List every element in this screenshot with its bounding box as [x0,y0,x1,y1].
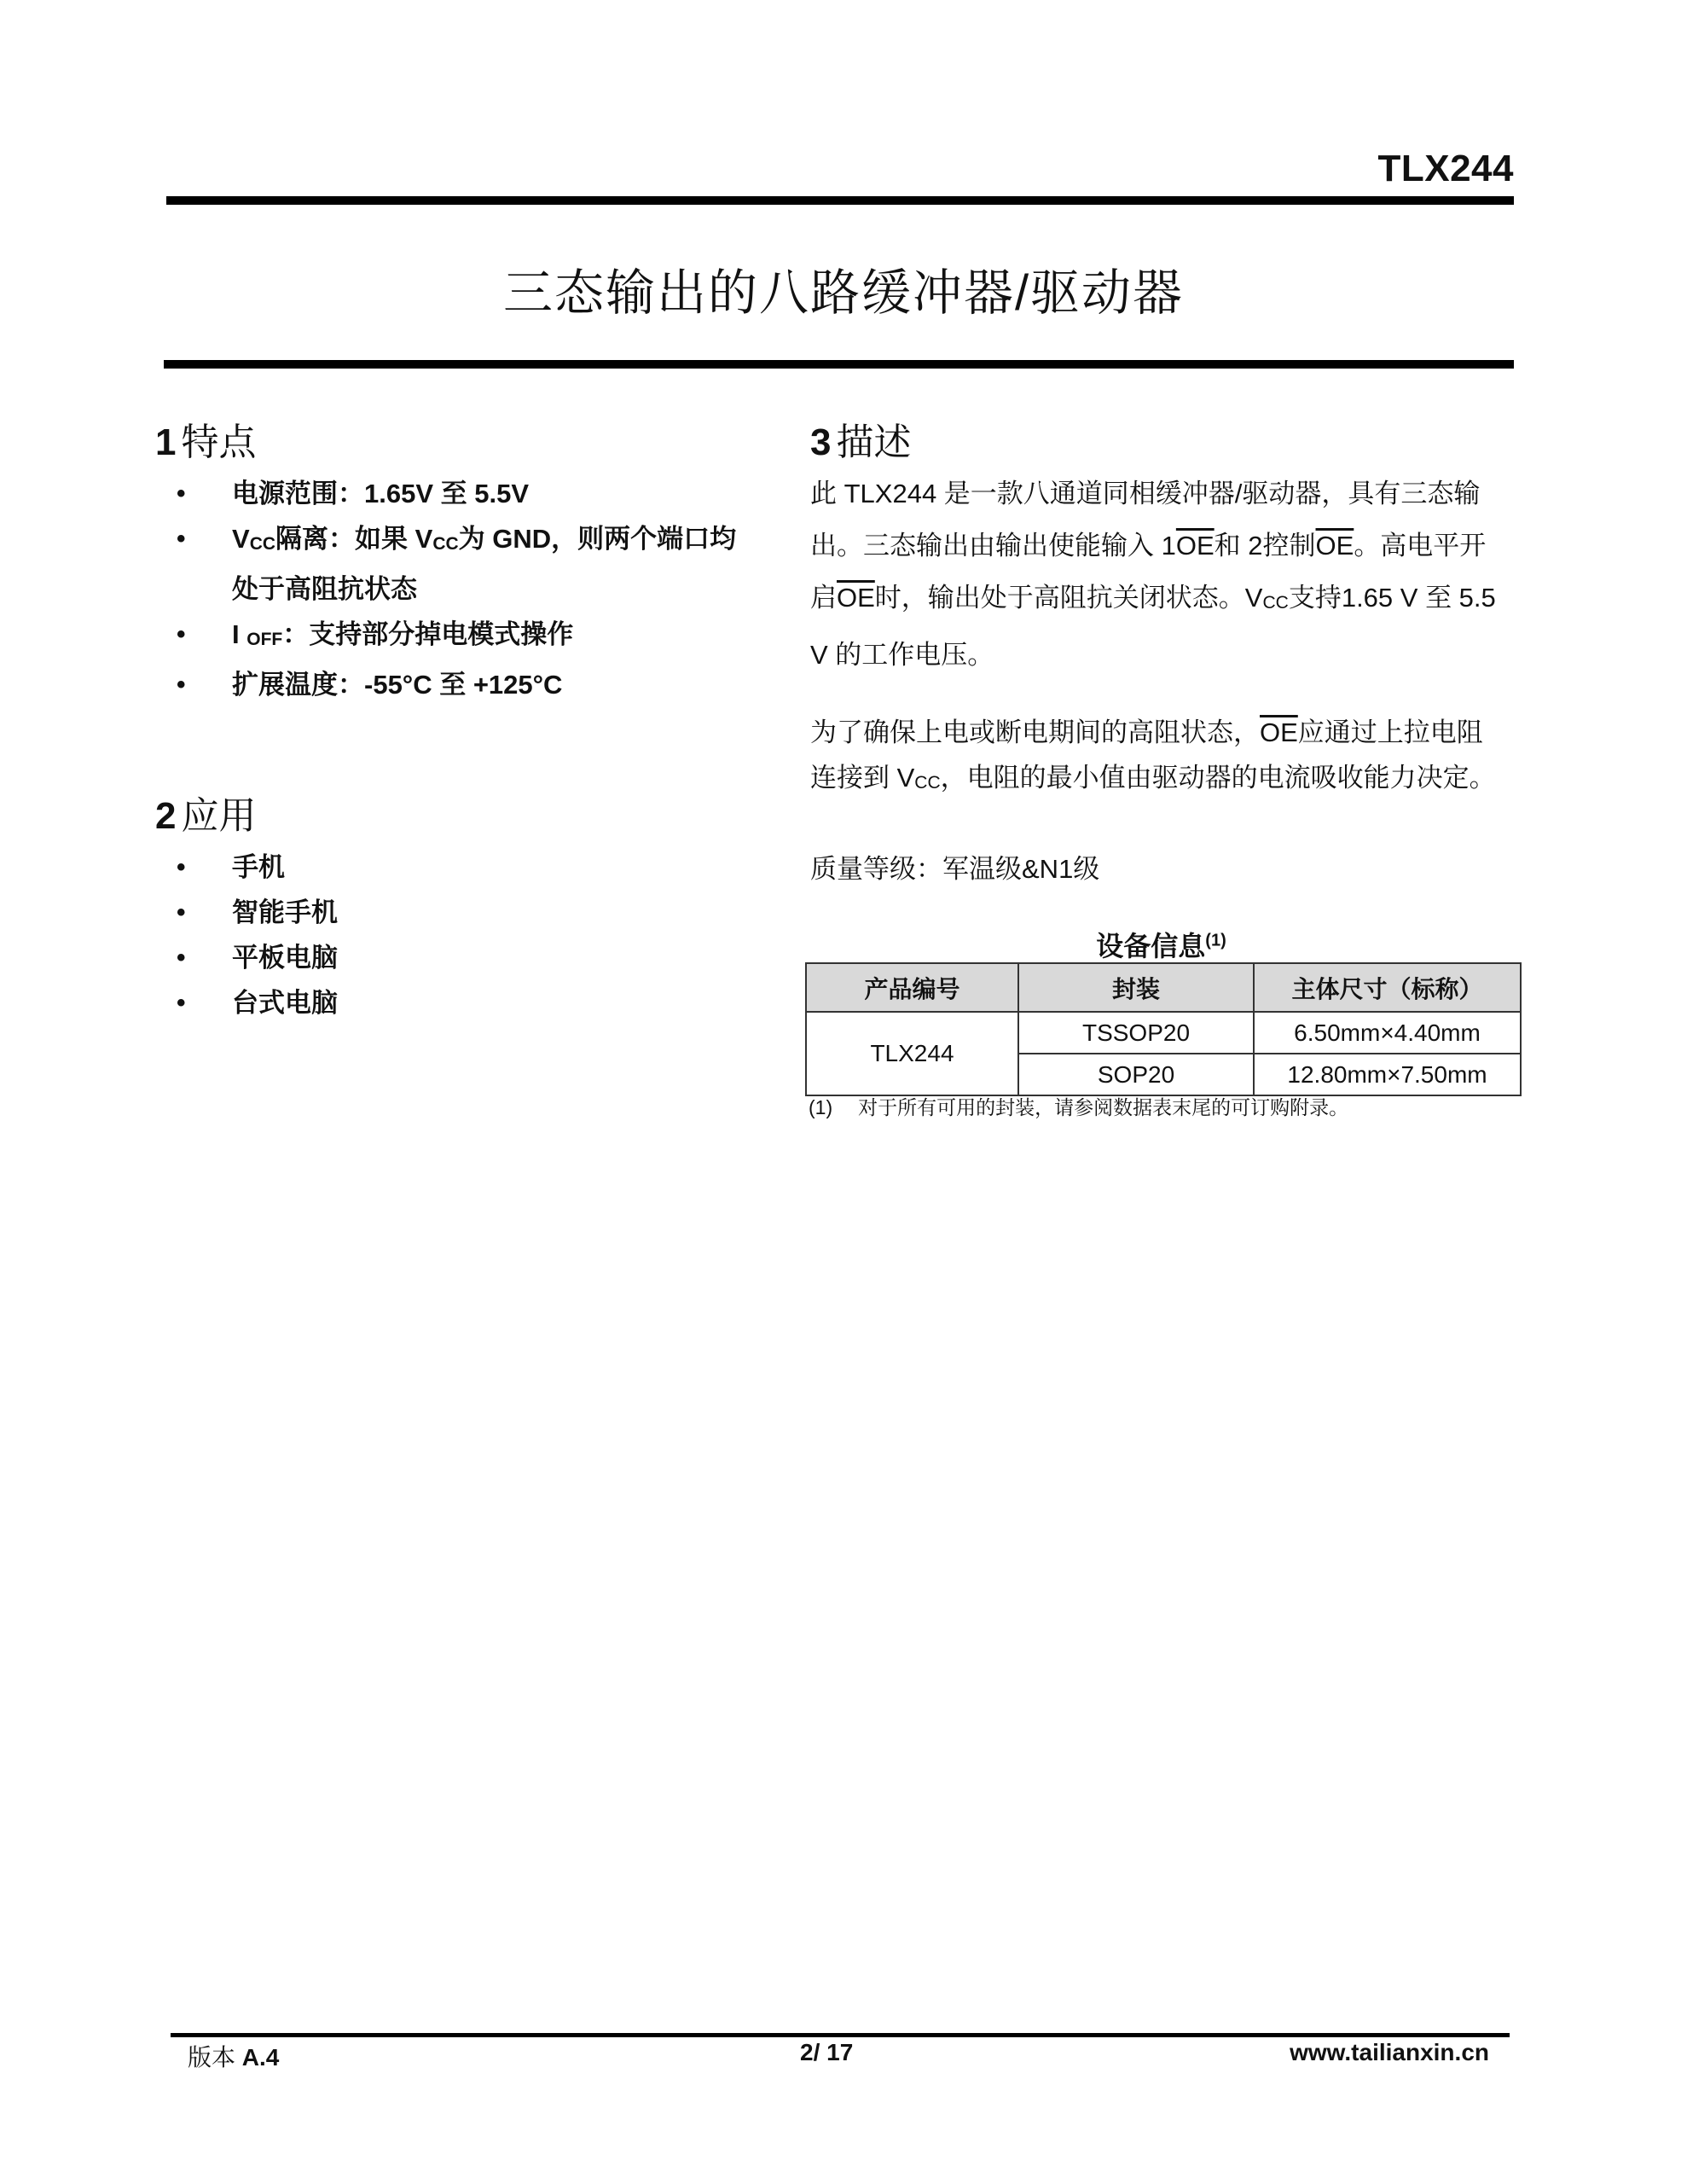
bullet-icon: • [177,989,186,1017]
table-row [806,1012,1521,1054]
footer-rule [171,2033,1510,2037]
document-title: 三态输出的八路缓冲器/驱动器 [502,265,1185,321]
application-text: 台式电脑 [232,988,338,1018]
features-heading [155,411,256,466]
features-heading-number: 1 [155,421,177,463]
version-value: A.4 [241,2044,280,2071]
caption-footnote-ref: (1) [1205,931,1226,950]
desc-text: 和 2控制 [1214,531,1316,561]
quality-grade: 质量等级：军温级&N1级 [810,854,1100,884]
table-header-row [806,963,1521,1012]
bullet-icon: • [177,853,186,881]
desc-text: V 的工作电压。 [810,640,994,670]
application-text: 平板电脑 [232,943,338,973]
description-heading-number: 3 [810,421,832,463]
device-info-table [805,962,1522,1096]
title-rule [164,360,1514,369]
size-cell: 12.80mm×7.50mm [1254,1054,1521,1095]
feature-text: V [232,524,250,554]
oe-signal: $\overline{OE}$ [1315,531,1354,561]
part-number: TLX244 [1377,148,1514,189]
table-footnote [809,1092,1348,1120]
bullet-icon: • [177,620,186,648]
feature-text: 扩展温度：-55°C 至 +125°C [232,670,563,700]
subscript: OFF [246,630,283,649]
applications-list [162,845,776,1025]
list-item [162,935,776,980]
bullet-icon: • [177,898,186,926]
list-item [162,662,776,707]
desc-text: 为了确保上电或断电期间的高阻状态， [810,717,1260,747]
column-header: 封装 [1018,963,1254,1012]
desc-text: 支持1.65 V 至 5.5 [1288,583,1496,613]
description-paragraph-1 [810,468,1527,681]
subscript: CC [249,534,276,554]
column-header: 主体尺寸（标称） [1254,963,1521,1012]
feature-text: 隔离：如果 V [275,524,433,554]
application-text: 智能手机 [232,897,338,927]
footnote-mark: (1) [809,1096,833,1118]
list-item [162,612,776,662]
list-item [162,471,776,516]
application-text: 手机 [232,852,285,882]
description-heading [810,411,911,466]
subscript: CC [432,534,459,554]
feature-text: 为 GND，则两个端口均 [458,524,737,554]
feature-text: 电源范围：1.65V 至 5.5V [232,479,530,508]
oe-signal: $\overline{OE}$ [1175,531,1215,561]
desc-text: ，电阻的最小值由驱动器的电流吸收能力决定。 [940,763,1496,793]
device-table-caption [802,925,1521,964]
header-rule [166,196,1514,205]
bullet-icon: • [177,525,186,553]
description-heading-text: 描述 [836,421,912,463]
feature-text: ：支持部分掉电模式操作 [282,619,574,649]
description-paragraph-2 [810,710,1527,805]
applications-heading [155,785,256,839]
bullet-icon: • [177,944,186,972]
list-item [162,845,776,890]
feature-text: I [232,619,247,649]
list-item [162,890,776,935]
subscript: CC [1262,593,1289,613]
footnote-text: 对于所有可用的封装，请参阅数据表末尾的可订购附录。 [858,1096,1349,1118]
oe-signal: $\overline{OE}$ [1260,717,1298,747]
page-number: 2/ 17 [800,2039,854,2065]
desc-text: 连接到 V [810,763,915,793]
website-link[interactable]: www.tailianxin.cn [1290,2039,1489,2065]
version-label: 版本 [188,2044,236,2071]
applications-heading-text: 应用 [181,795,257,837]
desc-text: 此 TLX244 是一款八通道同相缓冲器/驱动器，具有三态输 [810,479,1481,508]
column-header: 产品编号 [806,963,1018,1012]
part-cell: TLX244 [806,1012,1018,1095]
oe-signal: $\overline{OE}$ [837,583,875,613]
desc-text: 应通过上拉电阻 [1297,717,1483,747]
footer-version [188,2039,279,2073]
list-item [162,516,776,612]
desc-text: 出。三态输出由输出使能输入 1 [810,531,1176,561]
package-cell: TSSOP20 [1018,1012,1254,1054]
size-cell: 6.50mm×4.40mm [1254,1012,1521,1054]
features-heading-text: 特点 [181,421,257,463]
desc-text: 时，输出处于高阻抗关闭状态。V [874,583,1263,613]
desc-text: 启 [810,583,837,613]
bullet-icon: • [177,479,186,508]
caption-text: 设备信息 [1096,931,1206,961]
feature-text-continued: 处于高阻抗状态 [232,574,417,604]
applications-heading-number: 2 [155,795,177,837]
subscript: CC [914,773,941,793]
features-list [162,471,776,707]
list-item [162,980,776,1025]
bullet-icon: • [177,671,186,699]
package-cell: SOP20 [1018,1054,1254,1095]
desc-text: 。高电平开 [1354,531,1487,561]
